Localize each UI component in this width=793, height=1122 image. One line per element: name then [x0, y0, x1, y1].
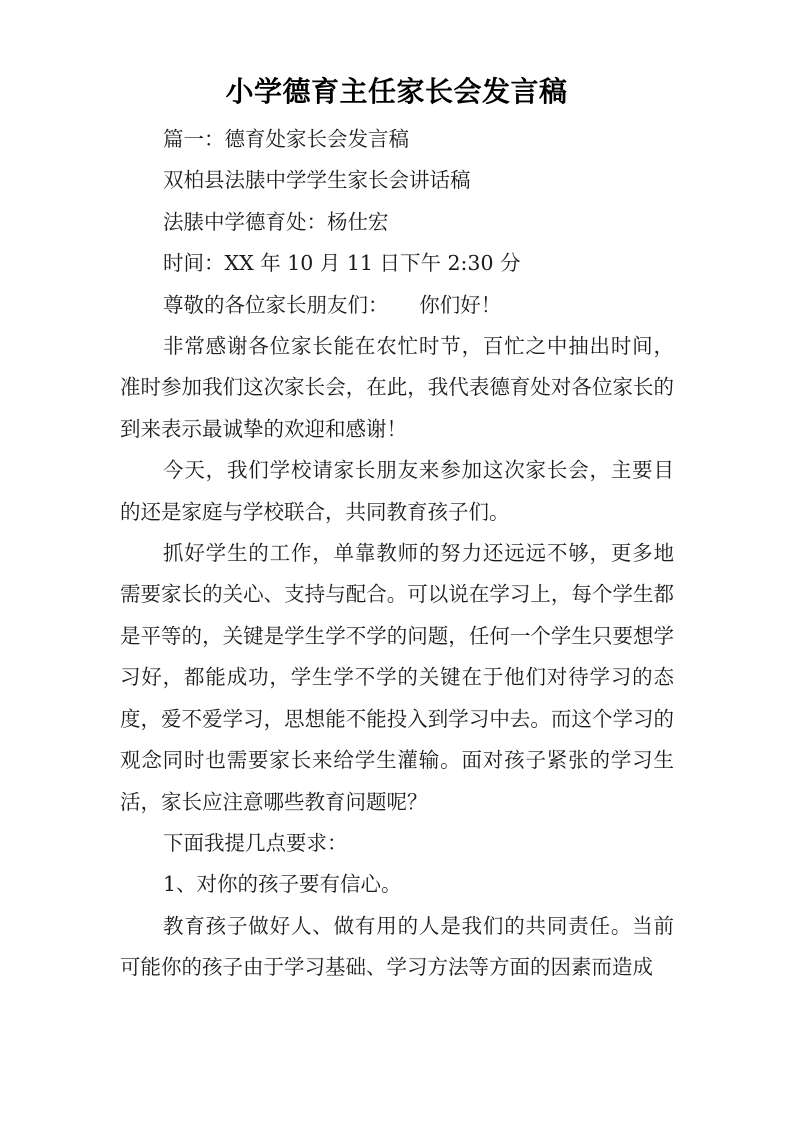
paragraph-responsibility: 教育孩子做好人、做有用的人是我们的共同责任。当前可能你的孩子由于学习基础、学习方法等方面的因素而造成 [120, 913, 674, 980]
requirement-1-heading: 1、对你的孩子要有信心。 [163, 872, 402, 897]
section-heading: 篇一：德育处家长会发言稿 [163, 127, 409, 151]
greeting: 尊敬的各位家长朋友们： 你们好！ [163, 292, 502, 317]
paragraph-thanks: 非常感谢各位家长能在农忙时节，百忙之中抽出时间，准时参加我们这次家长会，在此，我代表德育处对各位家长的到来表示最诚挚的欢迎和感谢！ [120, 334, 674, 441]
paragraph-cooperation: 抓好学生的工作，单靠教师的努力还远远不够，更多地需要家长的关心、支持与配合。可以说在学习上，每个学生都是平等的，关键是学生学不学的问题，任何一个学生只要想学习好，都能成功，学生学不学的关键在于他们对待学习的态度，爱不爱学习，思想能不能投入到学习中去。而这个学习的观念同时也需要家长来给学生灌输。面对孩子紧张的学习生活，家长应注意哪些教育问题呢？ [120, 541, 674, 814]
requirements-intro: 下面我提几点要求： [163, 830, 348, 855]
speaker-line: 法脿中学德育处：杨仕宏 [163, 209, 389, 234]
document-body [120, 119, 674, 989]
paragraph-purpose: 今天，我们学校请家长朋友来参加这次家长会，主要目的还是家庭与学校联合，共同教育孩子们。 [120, 458, 674, 524]
speech-title: 双柏县法脿中学学生家长会讲话稿 [163, 168, 471, 193]
document-title: 小学德育主任家长会发言稿 [225, 75, 568, 108]
time-line: 时间：XX 年 10 月 11 日下午 2:30 分 [163, 251, 521, 276]
